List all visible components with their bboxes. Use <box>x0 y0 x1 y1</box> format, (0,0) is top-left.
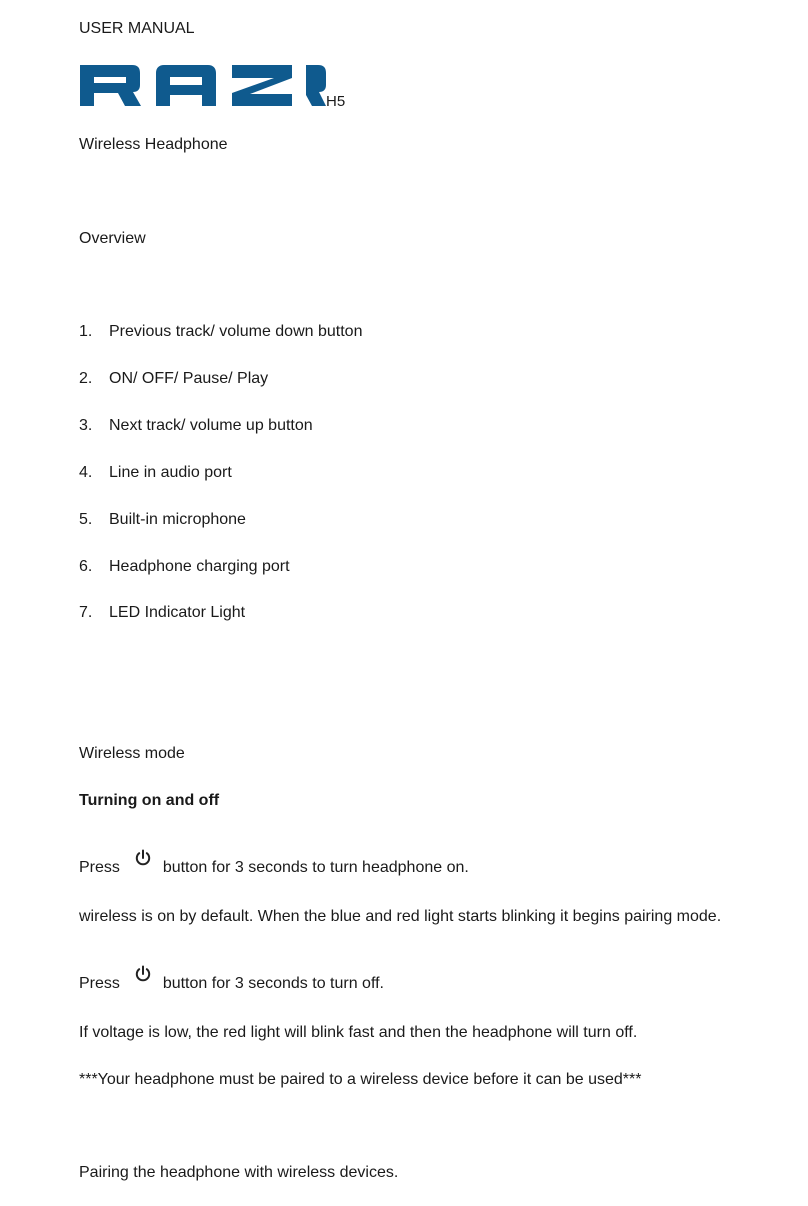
list-item: 6. Headphone charging port <box>79 558 290 575</box>
power-icon <box>134 965 152 983</box>
turn-on-instruction: Press button for 3 seconds to turn headphone on. <box>79 855 469 878</box>
default-note: wireless is on by default. When the blue and red light starts blinking it begins pairing mode. <box>79 908 722 925</box>
pairing-heading: Pairing the headphone with wireless devices. <box>79 1164 399 1181</box>
pairing-required-note: ***Your headphone must be paired to a wireless device before it can be used*** <box>79 1071 642 1088</box>
razr-logo <box>80 63 326 108</box>
turning-on-off-heading: Turning on and off <box>79 792 220 809</box>
list-item: 7. LED Indicator Light <box>79 604 246 621</box>
overview-heading: Overview <box>79 230 146 247</box>
power-icon <box>134 849 152 867</box>
low-voltage-note: If voltage is low, the red light will blink fast and then the headphone will turn off. <box>79 1024 638 1041</box>
manual-label: USER MANUAL <box>79 20 195 37</box>
list-item: 2. ON/ OFF/ Pause/ Play <box>79 370 269 387</box>
list-item: 3. Next track/ volume up button <box>79 417 313 434</box>
wireless-heading: Wireless mode <box>79 745 185 762</box>
product-title: Wireless Headphone <box>79 136 228 153</box>
list-item: 4. Line in audio port <box>79 464 232 481</box>
model-label: H5 <box>326 93 346 110</box>
list-item: 5. Built-in microphone <box>79 511 246 528</box>
turn-off-instruction: Press button for 3 seconds to turn off. <box>79 971 384 994</box>
list-item: 1. Previous track/ volume down button <box>79 323 363 340</box>
